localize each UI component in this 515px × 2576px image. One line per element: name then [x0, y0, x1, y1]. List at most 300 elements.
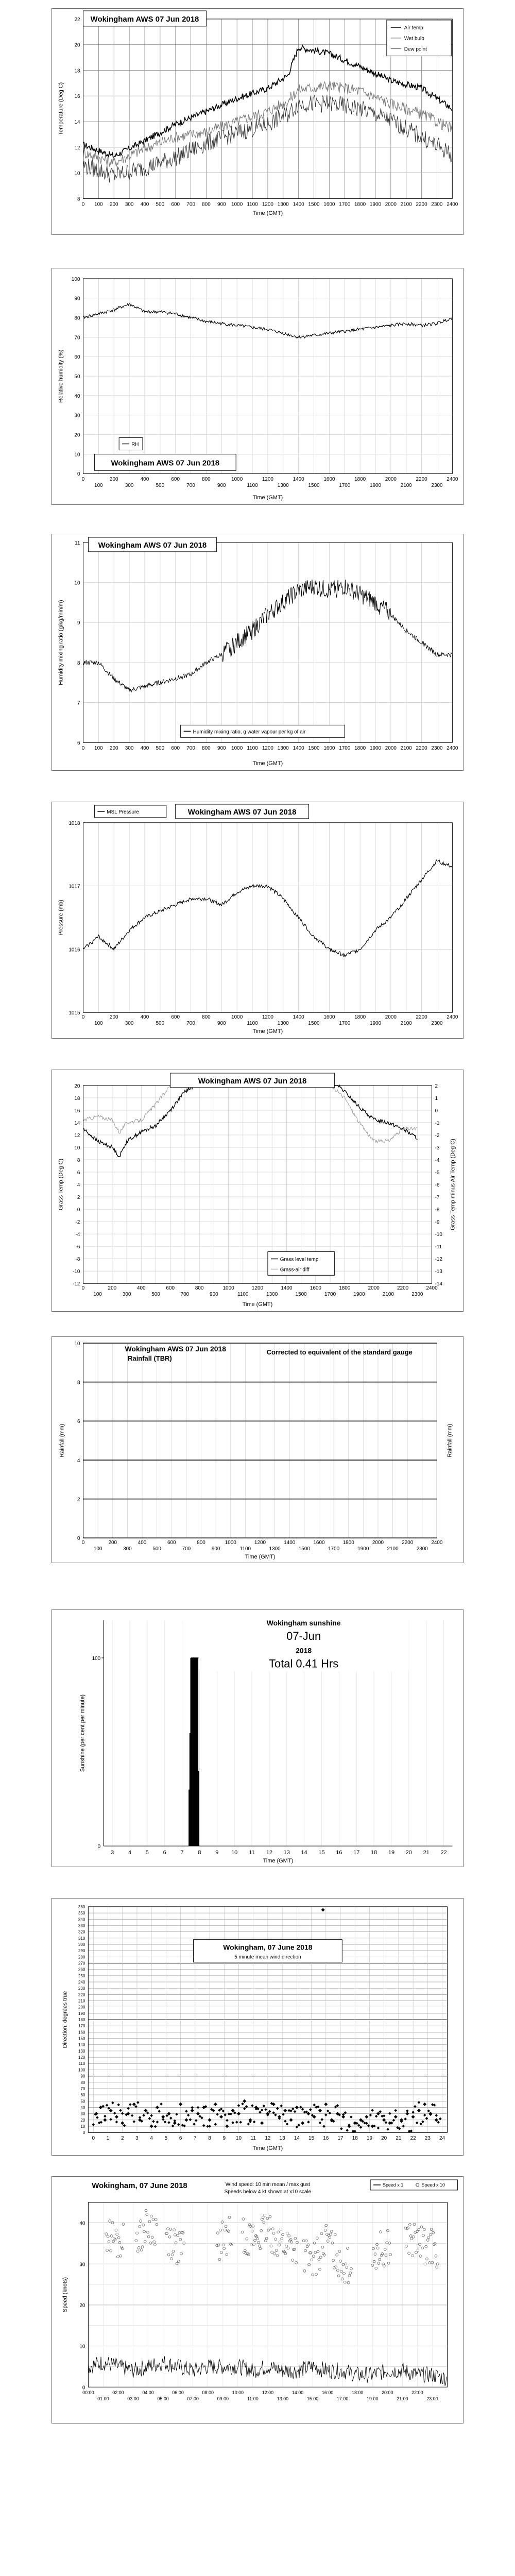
wind-direction-point	[237, 2104, 241, 2107]
sunshine-chart-svg	[52, 1610, 463, 1867]
x-tick-label: 1200	[262, 745, 273, 752]
y-tick-label: 320	[78, 1929, 85, 1935]
wind-direction-point	[150, 2114, 153, 2117]
x-tick-label: 0	[81, 477, 85, 483]
wind-direction-point	[317, 2105, 320, 2108]
wind-direction-point	[208, 2118, 212, 2122]
humidity-y-label: Relative humidity (%)	[58, 349, 64, 403]
wind-speed-x10-point	[302, 2240, 305, 2242]
wind-speed-x10-point	[336, 2253, 338, 2256]
x-tick-label: 500	[151, 1292, 160, 1298]
wind-speed-x10-point	[412, 2235, 415, 2238]
wind-speed-y-ticks	[79, 2221, 85, 2391]
wind-direction-point	[322, 2125, 325, 2128]
wind-speed-x10-point	[417, 2249, 419, 2251]
x-tick-label: 1500	[295, 1292, 307, 1298]
wind-direction-point	[104, 2115, 107, 2118]
y2-tick-label: -3	[435, 1145, 440, 1151]
x-tick-label: 700	[186, 201, 195, 208]
x-tick-label: 2300	[431, 745, 443, 752]
x-tick-label: 14:00	[291, 2390, 304, 2396]
y-tick-label: 11	[75, 540, 80, 546]
y-tick-label: 40	[74, 393, 80, 399]
wind-direction-point	[185, 2110, 188, 2113]
y-tick-label: 270	[78, 1961, 85, 1966]
wind-direction-point	[346, 2129, 349, 2132]
wind-direction-point	[152, 2120, 155, 2123]
wind-direction-point	[119, 2109, 122, 2112]
rainfall-y-label: Rainfall (mm)	[59, 1423, 65, 1458]
y-tick-label: 14	[74, 1120, 80, 1126]
temperature-y-ticks	[75, 17, 81, 202]
wind-direction-point	[243, 2107, 246, 2110]
x-tick-label: 05:00	[157, 2396, 169, 2402]
wind-speed-x10-point	[144, 2240, 146, 2243]
wind-speed-x10-point	[225, 2225, 227, 2228]
x-tick-label: 2000	[385, 745, 397, 752]
wind-speed-chart-svg	[52, 2177, 463, 2423]
wind-speed-x10-point	[291, 2259, 294, 2262]
wind-direction-subtitle: 5 minute mean wind direction	[234, 1954, 301, 1960]
wind-direction-point	[392, 2119, 396, 2122]
x-tick-label: 0	[81, 201, 85, 208]
y-tick-label: 4	[77, 1458, 80, 1464]
x-tick-label: 400	[140, 201, 149, 208]
wind-direction-point	[121, 2121, 124, 2125]
wind-speed-x10-point	[294, 2237, 297, 2240]
y-tick-label: 8	[77, 196, 80, 202]
wind-speed-x10-point	[346, 2266, 348, 2269]
x-tick-label: 2300	[431, 1021, 443, 1027]
y-tick-label: 240	[78, 1980, 85, 1985]
x-tick-label: 2100	[382, 1292, 394, 1298]
wind-speed-x10-point	[344, 2281, 346, 2283]
wind-speed-x10-point	[339, 2260, 342, 2263]
wind-speed-x10-point	[430, 2233, 432, 2236]
wind-speed-x10-point	[388, 2242, 391, 2244]
x-tick-label: 1800	[339, 1285, 351, 1292]
x-tick-label: 800	[195, 1285, 204, 1292]
y-tick-label: 1016	[68, 947, 80, 953]
y-tick-label: 9	[77, 620, 80, 626]
wind-speed-x10-point	[250, 2244, 253, 2246]
wind-direction-point	[324, 2103, 328, 2106]
y-tick-label: 20	[79, 2302, 85, 2309]
wind-direction-point	[231, 2121, 234, 2124]
wind-speed-x10-point	[389, 2253, 392, 2256]
y-tick-label: 190	[78, 2011, 85, 2016]
x-tick-label: 1600	[313, 1540, 325, 1546]
y-tick-label: 80	[74, 315, 80, 321]
wind-direction-point	[307, 2121, 310, 2124]
y-tick-label: 310	[78, 1936, 85, 1941]
wind-speed-x10-point	[266, 2217, 269, 2219]
wind-direction-point	[259, 2111, 262, 2114]
x-tick-label: 400	[138, 1540, 147, 1546]
wind-speed-x10-point	[274, 2238, 277, 2241]
x-tick-label: 100	[93, 1292, 102, 1298]
wind-speed-x10-point	[280, 2228, 282, 2230]
rainfall-chart	[52, 1336, 464, 1563]
x-tick-label: 8	[208, 2136, 211, 2142]
wind-speed-x10-point	[418, 2228, 420, 2231]
y-tick-label: 0	[77, 471, 80, 478]
y-tick-label: 20	[74, 1083, 80, 1089]
wind-speed-x10-point	[259, 2247, 262, 2250]
x-tick-label: 200	[109, 745, 118, 752]
x-tick-label: 22	[440, 1850, 447, 1856]
y-tick-label: 130	[78, 2048, 85, 2054]
x-tick-label: 1100	[247, 745, 258, 752]
wind-speed-x10-point	[171, 2253, 174, 2256]
x-tick-label: 1200	[262, 1014, 273, 1021]
wind-speed-x10-point	[147, 2231, 149, 2233]
x-tick-label: 500	[156, 1021, 165, 1027]
wind-direction-point	[243, 2099, 246, 2103]
wind-speed-x10-point	[287, 2247, 289, 2249]
wind-direction-point	[142, 2114, 145, 2117]
wind-speed-x10-point	[329, 2236, 331, 2239]
wind-speed-x10-point	[419, 2255, 422, 2258]
wind-speed-x10-point	[374, 2253, 376, 2256]
grass-gridlines	[83, 1086, 432, 1283]
x-tick-label: 2	[121, 2136, 124, 2142]
rainfall-correction-note: Corrected to equivalent of the standard gauge	[266, 1348, 413, 1356]
rainfall-x-label: Time (GMT)	[245, 1554, 276, 1561]
wind-direction-point	[247, 2123, 250, 2126]
x-tick-label: 200	[108, 1285, 117, 1292]
x-tick-label: 400	[140, 745, 149, 752]
wind-speed-x10-point	[167, 2253, 170, 2256]
wind-speed-x10-point	[421, 2247, 424, 2249]
x-tick-label: 300	[125, 1021, 134, 1027]
wind-direction-point	[318, 2109, 322, 2112]
wind-direction-point	[226, 2119, 229, 2122]
y-tick-label: 100	[71, 276, 80, 282]
y-tick-label: 10	[74, 171, 80, 177]
pressure-y-ticks	[68, 821, 80, 1016]
y2-tick-label: -4	[435, 1157, 440, 1163]
wind-speed-x10-point	[141, 2246, 144, 2248]
wind-speed-x10-point	[285, 2245, 288, 2247]
humidity-y-ticks	[72, 277, 80, 477]
y-tick-label: 80	[80, 2080, 85, 2085]
x-tick-label: 12:00	[262, 2390, 274, 2396]
x-tick-label: 500	[156, 201, 165, 208]
x-tick-label: 3	[135, 2136, 139, 2142]
wind-speed-x10-point	[288, 2234, 290, 2237]
x-tick-label: 1400	[293, 1014, 304, 1021]
x-tick-label: 2200	[416, 477, 427, 483]
y-tick-label: 10	[79, 2344, 85, 2350]
x-tick-label: 04:00	[142, 2390, 154, 2396]
wind-speed-x10-point	[379, 2258, 381, 2261]
mixing-ratio-x-ticks	[82, 745, 458, 751]
wind-speed-x10-point	[271, 2228, 274, 2230]
x-tick-label: 11	[249, 1850, 255, 1856]
y-tick-label: 0	[77, 1207, 80, 1213]
y-tick-label: 200	[78, 2005, 85, 2010]
wind-speed-x10-point	[153, 2241, 156, 2243]
wind-direction-y-label: Direction, degrees true	[62, 1991, 68, 2048]
wind-speed-x10-point	[121, 2246, 123, 2248]
x-tick-label: 1300	[277, 483, 289, 489]
y-tick-label: 60	[80, 2093, 85, 2098]
wind-speed-x10-point	[177, 2260, 180, 2263]
sunshine-total: Total 0.41 Hrs	[269, 1657, 339, 1670]
y-tick-label: -6	[75, 1244, 80, 1250]
sunshine-y-ticks	[92, 1656, 104, 1850]
y-tick-label: 1015	[68, 1010, 80, 1016]
x-tick-label: 2300	[431, 201, 443, 208]
y-tick-label: 20	[74, 42, 80, 48]
wind-speed-x10-point	[148, 2221, 151, 2223]
y-tick-label: 150	[78, 2036, 85, 2041]
x-tick-label: 400	[137, 1285, 146, 1292]
grass-temperature-chart-svg	[52, 1070, 463, 1311]
wind-speed-x10-point	[135, 2240, 138, 2242]
x-tick-label: 2400	[447, 1014, 458, 1021]
wind-speed-x10-point	[264, 2214, 266, 2216]
x-tick-label: 2200	[402, 1540, 414, 1546]
wind-speed-x10-point	[139, 2225, 141, 2228]
x-tick-label: 19:00	[367, 2396, 379, 2402]
y-tick-label: 10	[74, 1145, 80, 1151]
wind-direction-point	[129, 2103, 132, 2106]
wind-direction-point	[175, 2113, 178, 2116]
wind-speed-subtitle-1: Wind speed: 10 min mean / max gust	[225, 2181, 310, 2188]
wind-speed-x10-point	[314, 2251, 317, 2253]
wind-direction-point	[96, 2116, 99, 2119]
x-tick-label: 500	[156, 483, 165, 489]
wind-direction-point	[150, 2124, 153, 2128]
x-tick-label: 600	[166, 1285, 175, 1292]
wind-direction-point	[371, 2109, 374, 2112]
wind-speed-x10-point	[254, 2239, 256, 2242]
y-tick-label: 330	[78, 1923, 85, 1928]
grass-temperature-chart	[52, 1070, 464, 1312]
y-tick-label: 170	[78, 2024, 85, 2029]
wind-speed-x10-point	[152, 2218, 154, 2221]
x-tick-label: 1100	[247, 201, 258, 208]
x-tick-label: 2000	[368, 1285, 380, 1292]
x-tick-label: 2300	[411, 1292, 423, 1298]
x-tick-label: 1900	[353, 1292, 365, 1298]
x-tick-label: 1100	[237, 1292, 249, 1298]
x-tick-label: 800	[197, 1540, 205, 1546]
x-tick-label: 2400	[447, 201, 458, 208]
y-tick-label: 8	[77, 1157, 80, 1163]
x-tick-label: 2000	[385, 1014, 397, 1021]
wind-speed-x10-point	[176, 2262, 178, 2265]
wind-speed-x10-point	[373, 2260, 375, 2263]
x-tick-label: 600	[167, 1540, 176, 1546]
legend-speed-x1: Speed x 1	[382, 2182, 404, 2188]
x-tick-label: 1300	[269, 1546, 281, 1552]
wind-direction-point	[109, 2109, 113, 2112]
wind-speed-x10-point	[115, 2229, 117, 2231]
temperature-chart	[52, 8, 464, 235]
legend-rh: RH	[131, 442, 139, 448]
wind-speed-x10-point	[347, 2281, 350, 2284]
wind-direction-point	[160, 2103, 163, 2106]
wind-direction-point	[235, 2121, 238, 2124]
x-tick-label: 1900	[369, 201, 382, 208]
wind-direction-point	[379, 2110, 382, 2113]
x-tick-label: 800	[202, 745, 211, 752]
wind-direction-point	[394, 2115, 398, 2119]
x-tick-label: 100	[93, 1546, 102, 1552]
x-tick-label: 600	[171, 745, 180, 752]
wind-direction-point	[113, 2112, 116, 2115]
wind-direction-y-ticks	[78, 1905, 85, 2135]
x-tick-label: 2400	[426, 1285, 438, 1292]
x-tick-label: 10	[231, 1850, 238, 1856]
wind-direction-point	[406, 2109, 409, 2112]
wind-speed-x10-point	[140, 2220, 142, 2223]
wind-speed-subtitle-2: Speeds below 4 kt shown at x10 scale	[224, 2189, 312, 2195]
x-tick-label: 100	[94, 483, 103, 489]
x-tick-label: 1700	[339, 201, 351, 208]
y-tick-label: 7	[77, 700, 80, 706]
y-tick-label: 60	[74, 354, 80, 361]
x-tick-label: 15	[308, 2136, 315, 2142]
y-tick-label: 2	[77, 1195, 80, 1201]
x-tick-label: 4	[128, 1850, 132, 1856]
grass-y2-ticks	[435, 1083, 443, 1287]
wind-speed-x10-point	[428, 2262, 431, 2264]
x-tick-label: 1800	[354, 477, 366, 483]
x-tick-label: 23	[424, 2136, 431, 2142]
rainfall-y-ticks	[75, 1341, 81, 1541]
wind-speed-x-ticks	[82, 2390, 438, 2401]
y-tick-label: 12	[74, 1132, 80, 1139]
x-tick-label: 15	[318, 1850, 325, 1856]
wind-speed-x10-point	[217, 2232, 219, 2234]
wind-direction-point	[191, 2109, 194, 2112]
y-tick-label: 10	[74, 1341, 80, 1347]
wind-speed-x10-point	[218, 2258, 221, 2261]
y2-tick-label: -7	[435, 1195, 440, 1201]
wind-speed-x10-point	[343, 2273, 346, 2275]
x-tick-label: 12	[265, 2136, 271, 2142]
wind-speed-x10-point	[216, 2244, 218, 2247]
pressure-chart-svg	[52, 802, 463, 1038]
x-tick-label: 2200	[397, 1285, 409, 1292]
wind-direction-point	[423, 2103, 426, 2106]
x-tick-label: 600	[171, 201, 180, 208]
x-tick-label: 1600	[323, 477, 335, 483]
wind-speed-x10-point	[317, 2250, 319, 2253]
x-tick-label: 20:00	[382, 2390, 393, 2396]
wind-direction-point	[219, 2115, 223, 2119]
y-tick-label: 0	[82, 2130, 85, 2136]
wind-speed-x10-point	[109, 2220, 111, 2223]
x-tick-label: 0	[81, 745, 85, 752]
x-tick-label: 700	[186, 1021, 195, 1027]
x-tick-label: 200	[108, 1540, 117, 1546]
y-tick-label: 220	[78, 1992, 85, 1997]
wind-speed-x10-point	[220, 2251, 223, 2254]
x-tick-label: 23:00	[426, 2396, 438, 2402]
x-tick-label: 1900	[369, 1021, 382, 1027]
y-tick-label: 140	[78, 2042, 85, 2047]
mixing-ratio-title: Wokingham AWS 07 Jun 2018	[98, 540, 207, 550]
wind-speed-x10-point	[348, 2275, 351, 2277]
x-tick-label: 800	[202, 477, 211, 483]
wind-direction-point	[375, 2115, 378, 2118]
wind-speed-x10-point	[142, 2224, 145, 2226]
wind-speed-x10-point	[318, 2258, 320, 2261]
y2-tick-label: -14	[435, 1281, 442, 1287]
wind-speed-x10-point	[182, 2232, 184, 2234]
wind-direction-point	[216, 2113, 219, 2116]
x-tick-label: 2000	[385, 201, 397, 208]
legend-grass-diff: Grass-air diff	[280, 1267, 310, 1273]
wind-direction-point	[167, 2121, 170, 2124]
y-tick-label: 260	[78, 1967, 85, 1972]
wind-direction-point	[301, 2108, 304, 2111]
wind-speed-x10-point	[319, 2268, 321, 2270]
x-tick-label: 0	[81, 1285, 85, 1292]
wind-direction-point	[189, 2118, 192, 2121]
x-tick-label: 900	[217, 745, 226, 752]
x-tick-label: 1	[106, 2136, 110, 2142]
wind-direction-point	[299, 2106, 302, 2109]
x-tick-label: 9	[222, 2136, 226, 2142]
wind-speed-x10-point	[150, 2215, 153, 2217]
x-tick-label: 900	[217, 1021, 226, 1027]
wind-speed-x10-point	[386, 2229, 389, 2232]
wind-speed-x10-point	[174, 2233, 176, 2236]
wind-direction-point	[169, 2116, 173, 2120]
x-tick-label: 900	[217, 483, 226, 489]
wind-direction-x-label: Time (GMT)	[252, 2145, 283, 2152]
wind-speed-x10-point	[316, 2237, 318, 2240]
x-tick-label: 2100	[400, 483, 412, 489]
wind-direction-point	[405, 2112, 409, 2115]
x-tick-label: 2000	[385, 477, 397, 483]
y-tick-label: 0	[82, 2385, 85, 2391]
temperature-y-label: Temperature (Deg C)	[58, 82, 64, 135]
x-tick-label: 1000	[225, 1540, 236, 1546]
y-tick-label: 50	[74, 374, 80, 380]
grass-x-ticks	[82, 1285, 438, 1297]
wind-speed-x10-point	[331, 2242, 334, 2244]
wind-speed-x10-point	[337, 2275, 340, 2277]
wind-direction-point	[319, 2122, 322, 2125]
wind-speed-y-label: Speed (knots)	[62, 2277, 68, 2313]
y-tick-label: -2	[75, 1219, 80, 1226]
x-tick-label: 1100	[247, 483, 258, 489]
wind-speed-x10-point	[376, 2243, 379, 2246]
wind-direction-point	[365, 2122, 368, 2125]
x-tick-label: 14	[294, 2136, 300, 2142]
wind-speed-x10-point	[140, 2249, 143, 2251]
wind-speed-x10-point	[426, 2239, 429, 2242]
wind-speed-x10-point	[110, 2249, 112, 2252]
x-tick-label: 800	[202, 201, 211, 208]
x-tick-label: 24	[439, 2136, 445, 2142]
wind-speed-x10-point	[278, 2244, 281, 2246]
x-tick-label: 400	[140, 477, 149, 483]
wind-speed-x10-point	[149, 2242, 152, 2244]
wind-direction-point	[419, 2123, 422, 2126]
rainfall-x-ticks	[82, 1540, 443, 1552]
wind-direction-point	[196, 2112, 200, 2115]
x-tick-label: 1900	[357, 1546, 369, 1552]
wind-direction-point	[123, 2124, 126, 2127]
